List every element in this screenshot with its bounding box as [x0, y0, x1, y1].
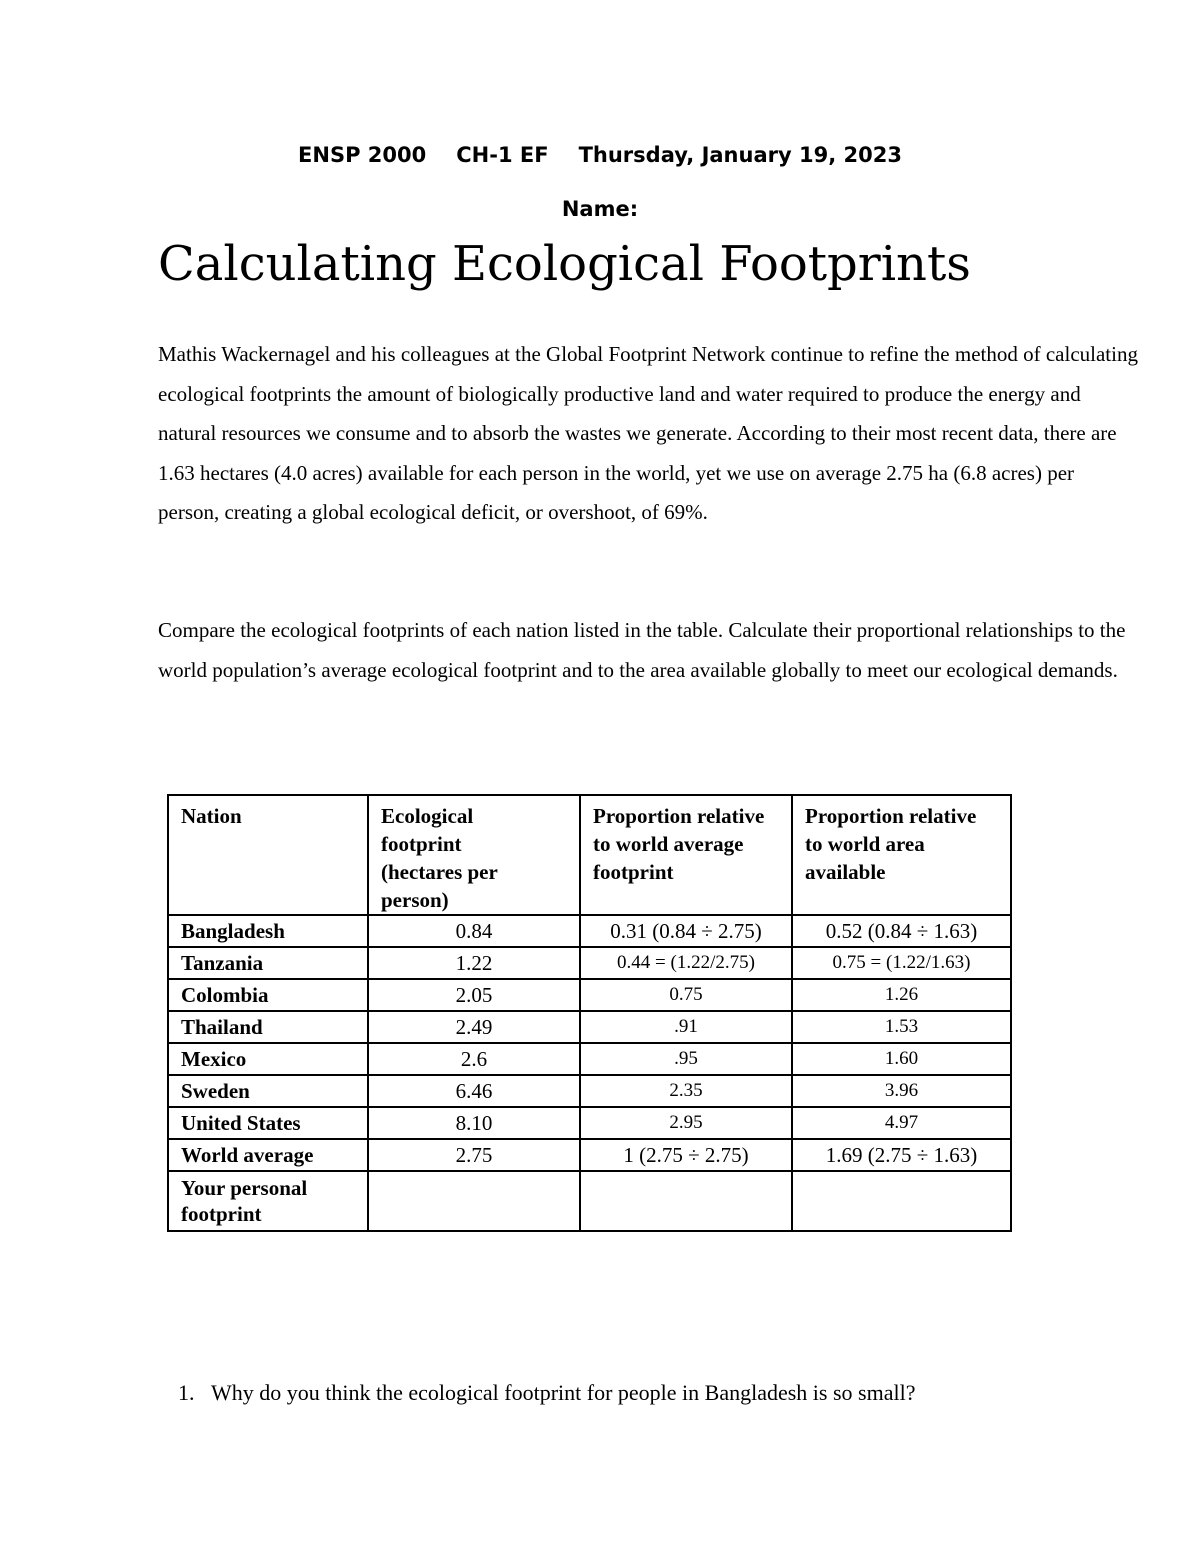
relative-area-cell: 0.75 = (1.22/1.63) [792, 947, 1011, 979]
nation-cell: Thailand [168, 1011, 368, 1043]
question-text: Why do you think the ecological footprint for people in Bangladesh is so small? [211, 1380, 916, 1405]
footprint-cell: 2.75 [368, 1139, 580, 1171]
page-title: Calculating Ecological Footprints [158, 236, 971, 292]
nation-cell: World average [168, 1139, 368, 1171]
footprint-input-cell[interactable] [368, 1171, 580, 1231]
nation-cell: Bangladesh [168, 915, 368, 947]
table-row [168, 1011, 1011, 1043]
nation-cell: Sweden [168, 1075, 368, 1107]
course-code: ENSP 2000 [298, 143, 427, 167]
relative-area-cell: 4.97 [792, 1107, 1011, 1139]
relative-area-cell: 3.96 [792, 1075, 1011, 1107]
assignment-code: CH-1 EF [456, 143, 549, 167]
question-1 [178, 1380, 915, 1406]
relative-average-cell: 0.31 (0.84 ÷ 2.75) [580, 915, 792, 947]
nation-cell: Tanzania [168, 947, 368, 979]
relative-area-cell: 1.53 [792, 1011, 1011, 1043]
table-row [168, 979, 1011, 1011]
table-row [168, 915, 1011, 947]
instructions-paragraph: Compare the ecological footprints of each nation listed in the table. Calculate their proportional relationships to the world population’s average ecological footprint and to the area available globally to meet our ecological demands. [158, 618, 1126, 682]
footprint-cell: 2.05 [368, 979, 580, 1011]
relative-average-cell: .91 [580, 1011, 792, 1043]
header-date: Thursday, January 19, 2023 [578, 143, 902, 167]
relative-average-cell: 2.35 [580, 1075, 792, 1107]
relative-average-cell: 2.95 [580, 1107, 792, 1139]
relative-area-cell: 1.60 [792, 1043, 1011, 1075]
question-number: 1. [178, 1380, 195, 1405]
header-nation: Nation [168, 795, 368, 915]
nation-cell: Your personal footprint [168, 1171, 368, 1231]
footprint-cell: 6.46 [368, 1075, 580, 1107]
relative-average-cell: 0.75 [580, 979, 792, 1011]
nation-cell: Mexico [168, 1043, 368, 1075]
table-row [168, 947, 1011, 979]
nation-cell: United States [168, 1107, 368, 1139]
relative-area-cell: 1.26 [792, 979, 1011, 1011]
footprint-cell: 1.22 [368, 947, 580, 979]
relative-area-input-cell[interactable] [792, 1171, 1011, 1231]
table-row [168, 1075, 1011, 1107]
intro-paragraph: Mathis Wackernagel and his colleagues at the Global Footprint Network continue to refine the method of calculating ecological footprints the amount of biologically productive land and water required to produce the energy and natural resources we consume and to absorb the wastes we generate. According to their most recent data, there are 1.63 hectares (4.0 acres) available for each person in the world, yet we use on average 2.75 ha (6.8 acres) per person, creating a global ecological deficit, or overshoot, of 69%. [158, 342, 1138, 524]
header-footprint: Ecological footprint (hectares per person) [368, 795, 580, 915]
header-line [0, 143, 1200, 167]
footprint-cell: 2.49 [368, 1011, 580, 1043]
name-label: Name: [561, 197, 639, 221]
table-row [168, 1043, 1011, 1075]
header-relative-average: Proportion relative to world average footprint [580, 795, 792, 915]
table-row [168, 1107, 1011, 1139]
relative-average-cell: .95 [580, 1043, 792, 1075]
relative-area-cell: 0.52 (0.84 ÷ 1.63) [792, 915, 1011, 947]
table-header-row [168, 795, 1011, 915]
table-row [168, 1171, 1011, 1231]
nation-cell: Colombia [168, 979, 368, 1011]
table-row [168, 1139, 1011, 1171]
relative-average-input-cell[interactable] [580, 1171, 792, 1231]
relative-area-cell: 1.69 (2.75 ÷ 1.63) [792, 1139, 1011, 1171]
footprint-table [167, 794, 1012, 1232]
footprint-cell: 2.6 [368, 1043, 580, 1075]
footprint-cell: 0.84 [368, 915, 580, 947]
footprint-cell: 8.10 [368, 1107, 580, 1139]
relative-average-cell: 1 (2.75 ÷ 2.75) [580, 1139, 792, 1171]
header-relative-area: Proportion relative to world area available [792, 795, 1011, 915]
relative-average-cell: 0.44 = (1.22/2.75) [580, 947, 792, 979]
